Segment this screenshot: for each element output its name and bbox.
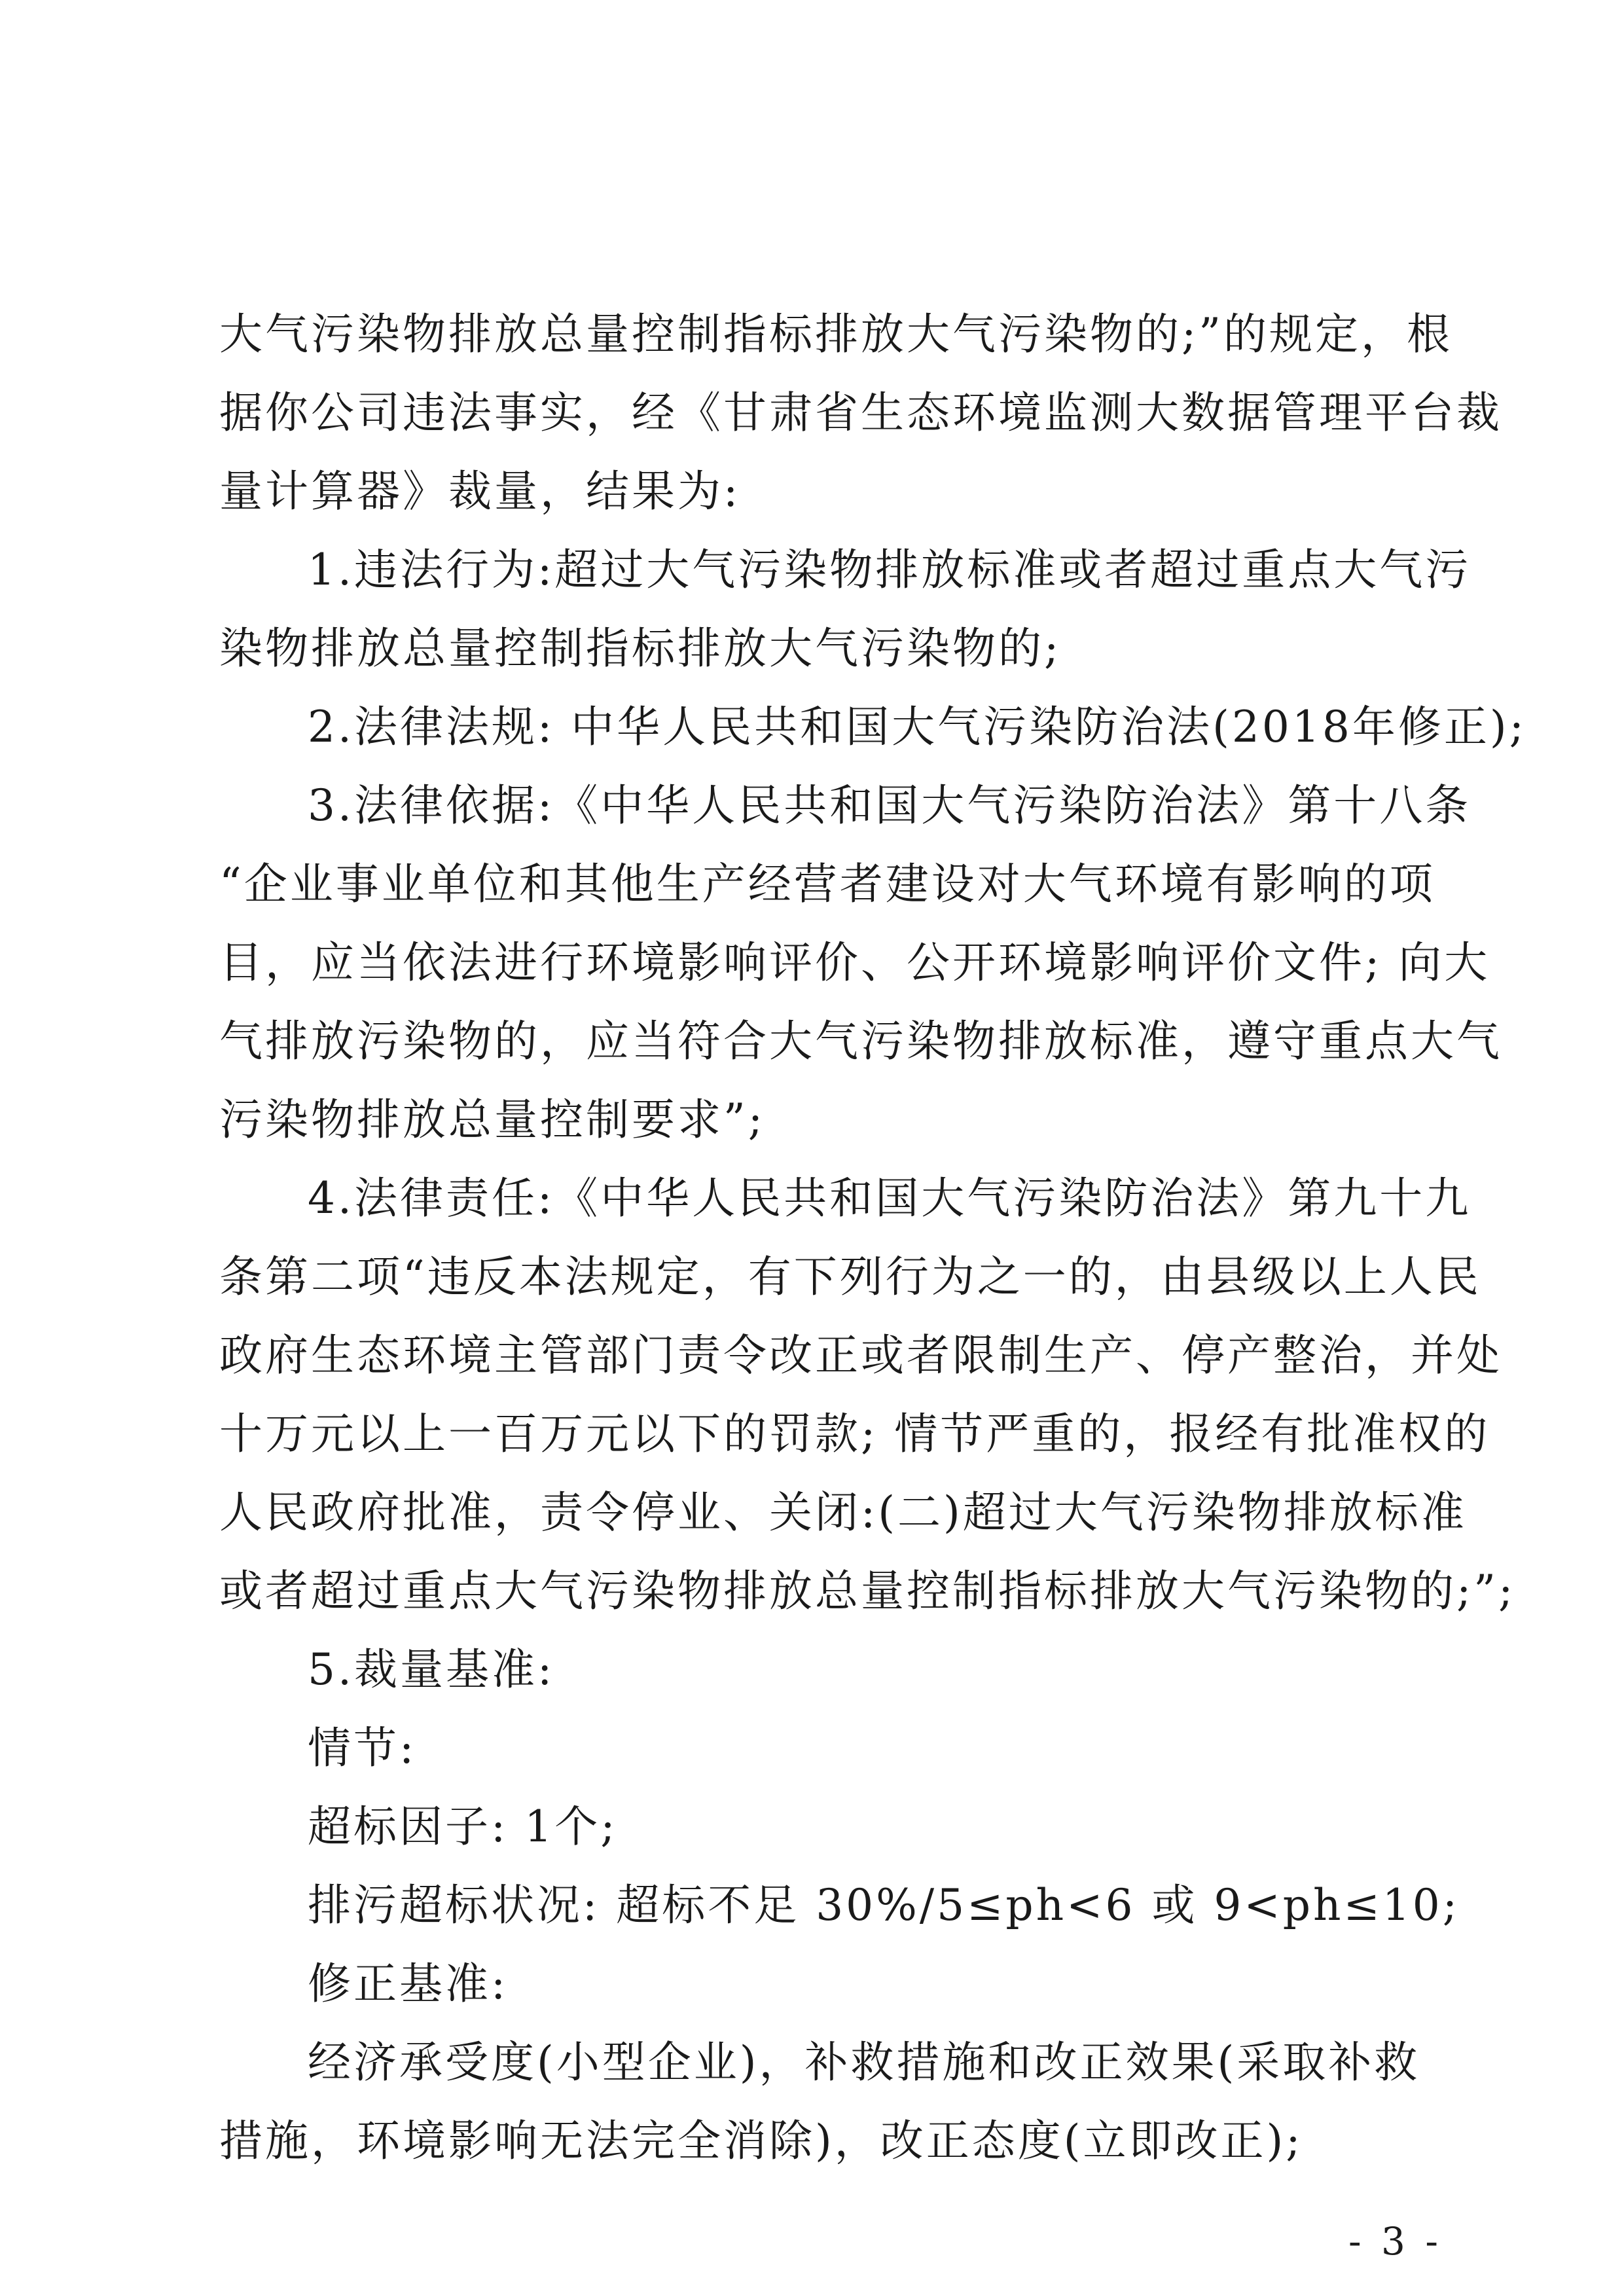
item-4-line-3: 政府生态环境主管部门责令改正或者限制生产、停产整治，并处 [219,1330,1502,1381]
discharge-status: 排污超标状况: 超标不足 30%/5≤ph<6 或 9<ph≤10; [308,1880,1460,1930]
exceeding-factor: 超标因子: 1个; [308,1801,618,1852]
circumstance-label: 情节: [308,1723,417,1773]
item-4-line-2: 条第二项“违反本法规定，有下列行为之一的，由县级以上人民 [219,1252,1481,1302]
item-3-line-3: 目，应当依法进行环境影响评价、公开环境影响评价文件; 向大 [219,937,1490,988]
correction-line-1: 经济承受度(小型企业)，补救措施和改正效果(采取补救 [308,2037,1420,2087]
item-3-line-4: 气排放污染物的，应当符合大气污染物排放标准，遵守重点大气 [219,1016,1502,1066]
item-3-line-2: “企业事业单位和其他生产经营者建设对大气环境有影响的项 [219,859,1435,909]
item-4-line-1: 4.法律责任:《中华人民共和国大气污染防治法》第九十九 [308,1173,1471,1223]
item-3-line-1: 3.法律依据:《中华人民共和国大气污染防治法》第十八条 [308,780,1471,831]
body-line-1: 大气污染物排放总量控制指标排放大气污染物的;”的规定，根 [219,309,1453,359]
item-4-line-4: 十万元以上一百万元以下的罚款; 情节严重的，报经有批准权的 [219,1409,1490,1459]
item-4-line-5: 人民政府批准，责令停业、关闭:(二)超过大气污染物排放标准 [219,1487,1467,1538]
item-1-line-2: 染物排放总量控制指标排放大气污染物的; [219,623,1062,674]
page-number: - 3 - [1348,2219,1442,2264]
item-5-heading: 5.裁量基准: [308,1644,555,1695]
body-line-2: 据你公司违法事实，经《甘肃省生态环境监测大数据管理平台裁 [219,388,1502,438]
correction-line-2: 措施，环境影响无法完全消除)，改正态度(立即改正); [219,2116,1303,2166]
correction-basis-label: 修正基准: [308,1959,509,2009]
item-2-line-1: 2.法律法规: 中华人民共和国大气污染防治法(2018年修正); [308,702,1526,752]
item-1-line-1: 1.违法行为:超过大气污染物排放标准或者超过重点大气污 [308,545,1471,595]
body-line-3: 量计算器》裁量，结果为: [219,466,741,516]
item-4-line-6: 或者超过重点大气污染物排放总量控制指标排放大气污染物的;”; [219,1566,1516,1616]
item-3-line-5: 污染物排放总量控制要求”; [219,1094,765,1145]
